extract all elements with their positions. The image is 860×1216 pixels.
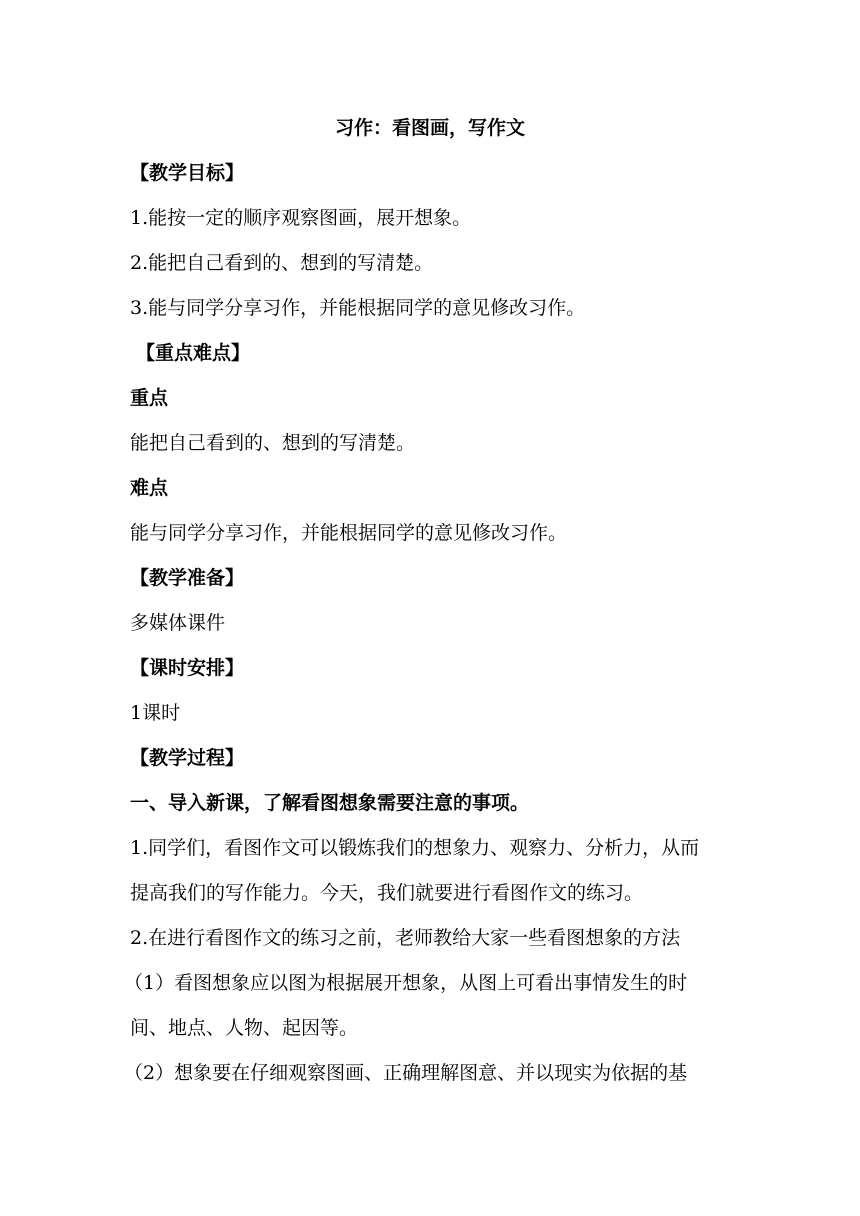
preparation-text: 多媒体课件 bbox=[130, 612, 226, 634]
subheading-key-points: 重点 bbox=[130, 387, 169, 409]
goal-3: 3.能与同学分享习作，并能根据同学的意见修改习作。 bbox=[130, 297, 586, 319]
subheading-difficult-points: 难点 bbox=[130, 477, 169, 499]
difficult-point-text: 能与同学分享习作，并能根据同学的意见修改习作。 bbox=[130, 522, 568, 544]
key-point-text: 能把自己看到的、想到的写清楚。 bbox=[130, 432, 416, 454]
section-one-title: 一、导入新课，了解看图想象需要注意的事项。 bbox=[130, 792, 530, 814]
paragraph-2-line-1: 2.在进行看图作文的练习之前，老师教给大家一些看图想象的方法 bbox=[130, 927, 681, 949]
schedule-text: 1课时 bbox=[130, 702, 181, 724]
heading-key-difficult-points: 【重点难点】 bbox=[136, 342, 251, 364]
heading-teaching-process: 【教学过程】 bbox=[130, 747, 245, 769]
heading-teaching-preparation: 【教学准备】 bbox=[130, 567, 245, 589]
paragraph-1-line-1: 1.同学们，看图作文可以锻炼我们的想象力、观察力、分析力，从而 bbox=[130, 837, 700, 859]
goal-1: 1.能按一定的顺序观察图画，展开想象。 bbox=[130, 207, 472, 229]
item-1-line-2: 间、地点、人物、起因等。 bbox=[130, 1017, 359, 1039]
document-title: 习作：看图画，写作文 bbox=[334, 117, 525, 139]
heading-teaching-goals: 【教学目标】 bbox=[130, 162, 245, 184]
paragraph-1-line-2: 提高我们的写作能力。今天，我们就要进行看图作文的练习。 bbox=[130, 882, 644, 904]
heading-class-schedule: 【课时安排】 bbox=[130, 657, 245, 679]
item-2-line-1: （2）想象要在仔细观察图画、正确理解图意、并以现实为依据的基 bbox=[124, 1062, 688, 1084]
item-1-line-1: （1）看图想象应以图为根据展开想象，从图上可看出事情发生的时 bbox=[124, 972, 688, 994]
goal-2: 2.能把自己看到的、想到的写清楚。 bbox=[130, 252, 434, 274]
